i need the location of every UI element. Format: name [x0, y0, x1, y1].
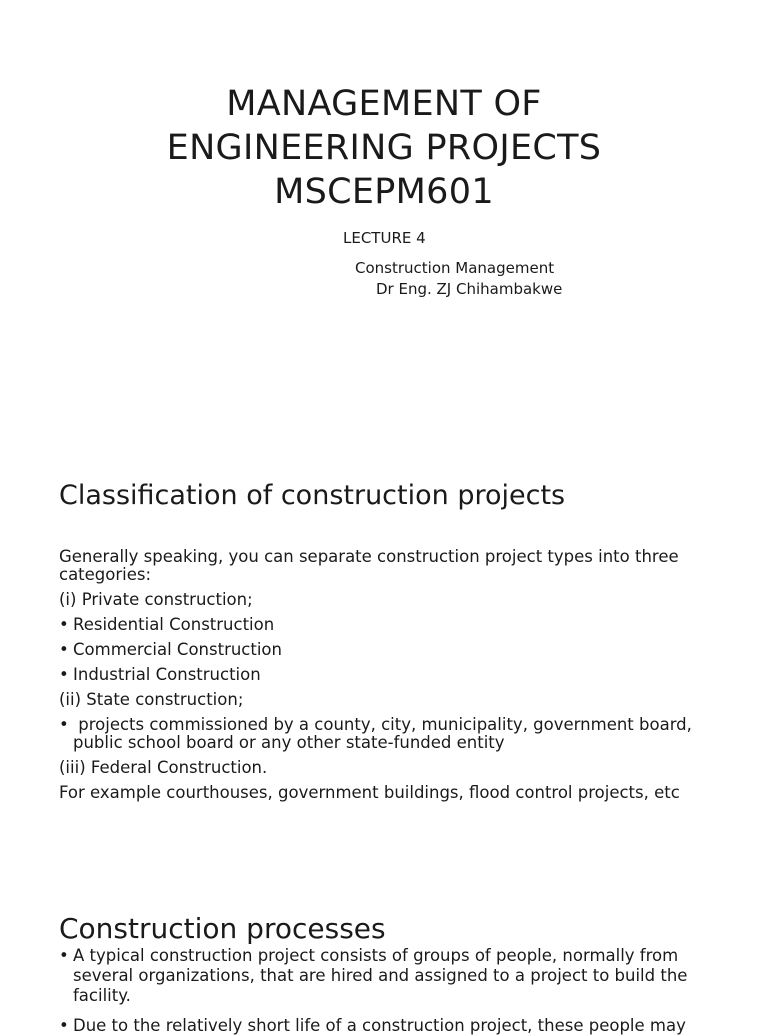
text-line: Generally speaking, you can separate construction project types into three	[59, 547, 679, 566]
text-line: categories:	[59, 565, 152, 584]
bullet-icon: •	[59, 715, 69, 734]
list-item-text: Due to the relatively short life of a construction project, these people may	[73, 1016, 686, 1035]
list-item	[59, 1016, 739, 1036]
list-item-text: facility.	[73, 986, 131, 1005]
state-construction-label: (ii) State construction;	[59, 690, 244, 709]
example-text: For example courthouses, government buildings, flood control projects, etc	[59, 783, 680, 802]
list-item-text: projects commissioned by a county, city, municipality, government board,	[73, 715, 692, 734]
title-line: MANAGEMENT OF	[226, 84, 542, 124]
federal-construction-label: (iii) Federal Construction.	[59, 758, 268, 777]
list-item-text: several organizations, that are hired and assigned to a project to build the	[73, 966, 688, 985]
title-slide	[0, 0, 768, 432]
course-subtitle: Construction Management	[355, 259, 555, 277]
list-item	[59, 716, 719, 752]
list-item-text: Commercial Construction	[73, 640, 282, 659]
list-item	[59, 666, 719, 684]
author-name: Dr Eng. ZJ Chihambakwe	[376, 280, 563, 298]
lecture-number: LECTURE 4	[343, 229, 426, 247]
presentation-title	[0, 82, 768, 214]
bullet-icon: •	[59, 640, 69, 659]
list-item-text: public school board or any other state-funded entity	[73, 733, 505, 752]
title-line: ENGINEERING PROJECTS	[166, 128, 602, 168]
processes-slide	[0, 864, 768, 1035]
list-item	[59, 616, 719, 634]
list-item-text: Industrial Construction	[73, 665, 261, 684]
list-item-text: A typical construction project consists of groups of people, normally from	[73, 946, 679, 965]
classification-slide	[0, 432, 768, 864]
private-construction-label: (i) Private construction;	[59, 590, 253, 609]
slide-body	[59, 548, 719, 802]
bullet-icon: •	[59, 665, 69, 684]
list-item	[59, 641, 719, 659]
title-line: MSCEPM601	[274, 172, 494, 212]
list-item-text: Residential Construction	[73, 615, 275, 634]
list-item	[59, 946, 739, 1006]
intro-paragraph	[59, 548, 719, 584]
bullet-icon: •	[59, 615, 69, 634]
slide-heading: Classification of construction projects	[59, 480, 566, 511]
slide-body	[59, 946, 739, 1036]
bullet-icon: •	[59, 946, 69, 965]
slide-heading: Construction processes	[59, 912, 386, 945]
bullet-icon: •	[59, 1016, 69, 1035]
